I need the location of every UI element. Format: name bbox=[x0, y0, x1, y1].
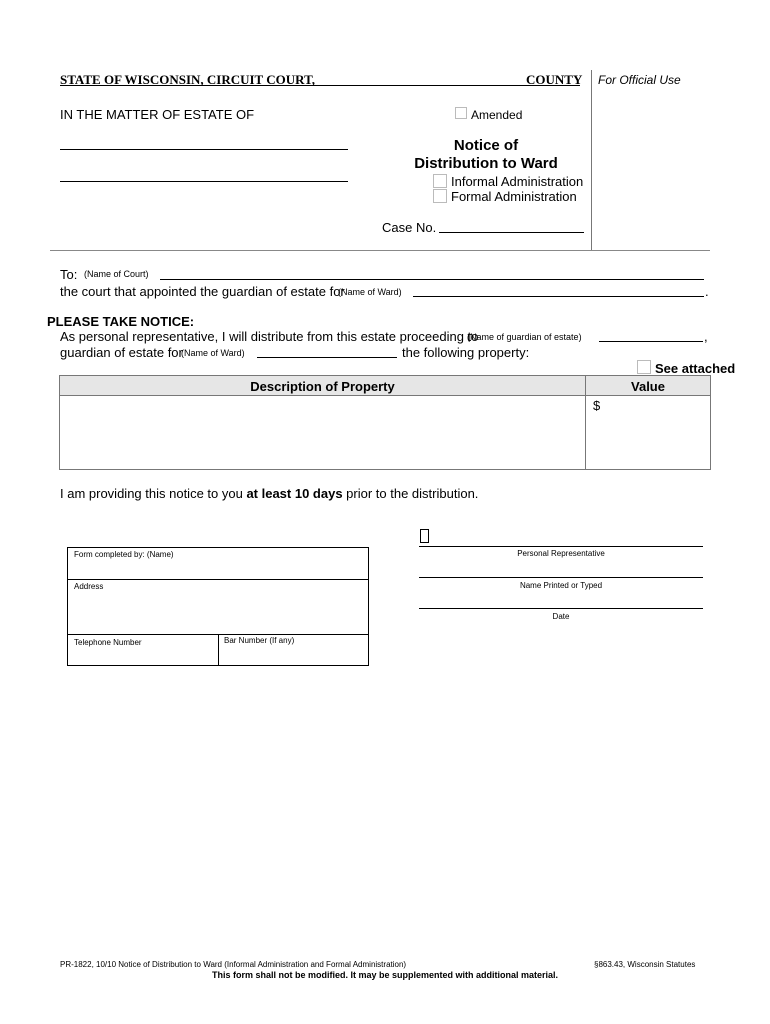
date-line[interactable] bbox=[419, 608, 703, 609]
case-no-field[interactable] bbox=[439, 232, 584, 233]
court-label: STATE OF WISCONSIN, CIRCUIT COURT, bbox=[60, 72, 316, 87]
title-line-1: Notice of bbox=[453, 137, 519, 154]
estate-name-line-2[interactable] bbox=[60, 181, 348, 182]
court-name-field[interactable] bbox=[160, 279, 704, 280]
case-no-label: Case No. bbox=[382, 220, 437, 235]
name-of-guardian-label: (Name of guardian of estate) bbox=[467, 332, 582, 342]
name-printed-line[interactable] bbox=[419, 577, 703, 578]
ward-name-field-2[interactable] bbox=[257, 357, 397, 358]
telephone-field[interactable] bbox=[68, 635, 218, 665]
guardian-name-field[interactable] bbox=[599, 341, 703, 342]
name-printed-label: Name Printed or Typed bbox=[519, 581, 603, 590]
notice-heading: PLEASE TAKE NOTICE: bbox=[47, 314, 195, 329]
estate-name-line-1[interactable] bbox=[60, 149, 348, 150]
signature-line[interactable] bbox=[419, 546, 703, 547]
property-table bbox=[59, 375, 711, 470]
date-label: Date bbox=[552, 612, 570, 621]
court-county-line[interactable] bbox=[60, 85, 580, 86]
to-period: . bbox=[705, 284, 709, 299]
footer-form-id: PR-1822, 10/10 Notice of Distribution to Ward (Informal Administration and Formal Administration) bbox=[60, 960, 407, 969]
value-cell[interactable] bbox=[586, 396, 710, 469]
ward-name-field[interactable] bbox=[413, 296, 704, 297]
completed-name-field[interactable] bbox=[68, 548, 368, 579]
notice-line-1: As personal representative, I will distribute from this estate proceeding to bbox=[60, 329, 479, 344]
official-use-divider bbox=[591, 70, 592, 250]
formal-checkbox[interactable] bbox=[433, 189, 447, 203]
informal-label: Informal Administration bbox=[451, 174, 584, 189]
matter-label: IN THE MATTER OF ESTATE OF bbox=[60, 107, 255, 122]
telephone-label: Telephone Number bbox=[74, 638, 142, 647]
footer-notice: This form shall not be modified. It may be supplemented with additional material. bbox=[211, 970, 559, 980]
col-description-header: Description of Property bbox=[250, 379, 395, 394]
informal-checkbox[interactable] bbox=[433, 174, 447, 188]
address-label: Address bbox=[74, 582, 104, 591]
notice-comma: , bbox=[704, 329, 708, 344]
formal-label: Formal Administration bbox=[451, 189, 577, 204]
caption-divider bbox=[50, 250, 710, 251]
currency-symbol: $ bbox=[593, 398, 601, 413]
col-value-header: Value bbox=[631, 379, 665, 394]
completed-name-label: Form completed by: (Name) bbox=[74, 550, 174, 559]
court-appointed-text: the court that appointed the guardian of estate for bbox=[60, 284, 345, 299]
providing-before: I am providing this notice to you bbox=[60, 486, 247, 501]
see-attached-checkbox[interactable] bbox=[637, 360, 651, 374]
to-label: To: bbox=[60, 267, 78, 282]
signature-glyph bbox=[420, 529, 429, 543]
amended-checkbox[interactable] bbox=[455, 107, 467, 119]
providing-after: prior to the distribution. bbox=[342, 486, 479, 501]
address-field[interactable] bbox=[68, 580, 368, 634]
name-of-court-label: (Name of Court) bbox=[84, 269, 149, 279]
name-of-ward-label-2: (Name of Ward) bbox=[181, 348, 245, 358]
county-label: COUNTY bbox=[526, 72, 583, 87]
title-line-2: Distribution to Ward bbox=[414, 155, 558, 172]
name-of-ward-label: (Name of Ward) bbox=[338, 287, 402, 297]
completed-by-box bbox=[67, 547, 369, 666]
personal-rep-label: Personal Representative bbox=[517, 549, 605, 558]
see-attached-label: See attached bbox=[655, 361, 736, 376]
notice-line-2-end: the following property: bbox=[402, 345, 530, 360]
providing-notice-text bbox=[60, 486, 478, 501]
notice-line-2-start: guardian of estate for bbox=[60, 345, 183, 360]
bar-number-field[interactable] bbox=[219, 635, 368, 665]
footer-statute: §863.43, Wisconsin Statutes bbox=[594, 960, 696, 969]
bar-number-label: Bar Number (If any) bbox=[224, 636, 295, 645]
amended-label: Amended bbox=[471, 108, 523, 122]
providing-bold: at least 10 days bbox=[246, 486, 343, 501]
description-cell[interactable] bbox=[60, 396, 585, 469]
official-use-label: For Official Use bbox=[598, 73, 681, 87]
